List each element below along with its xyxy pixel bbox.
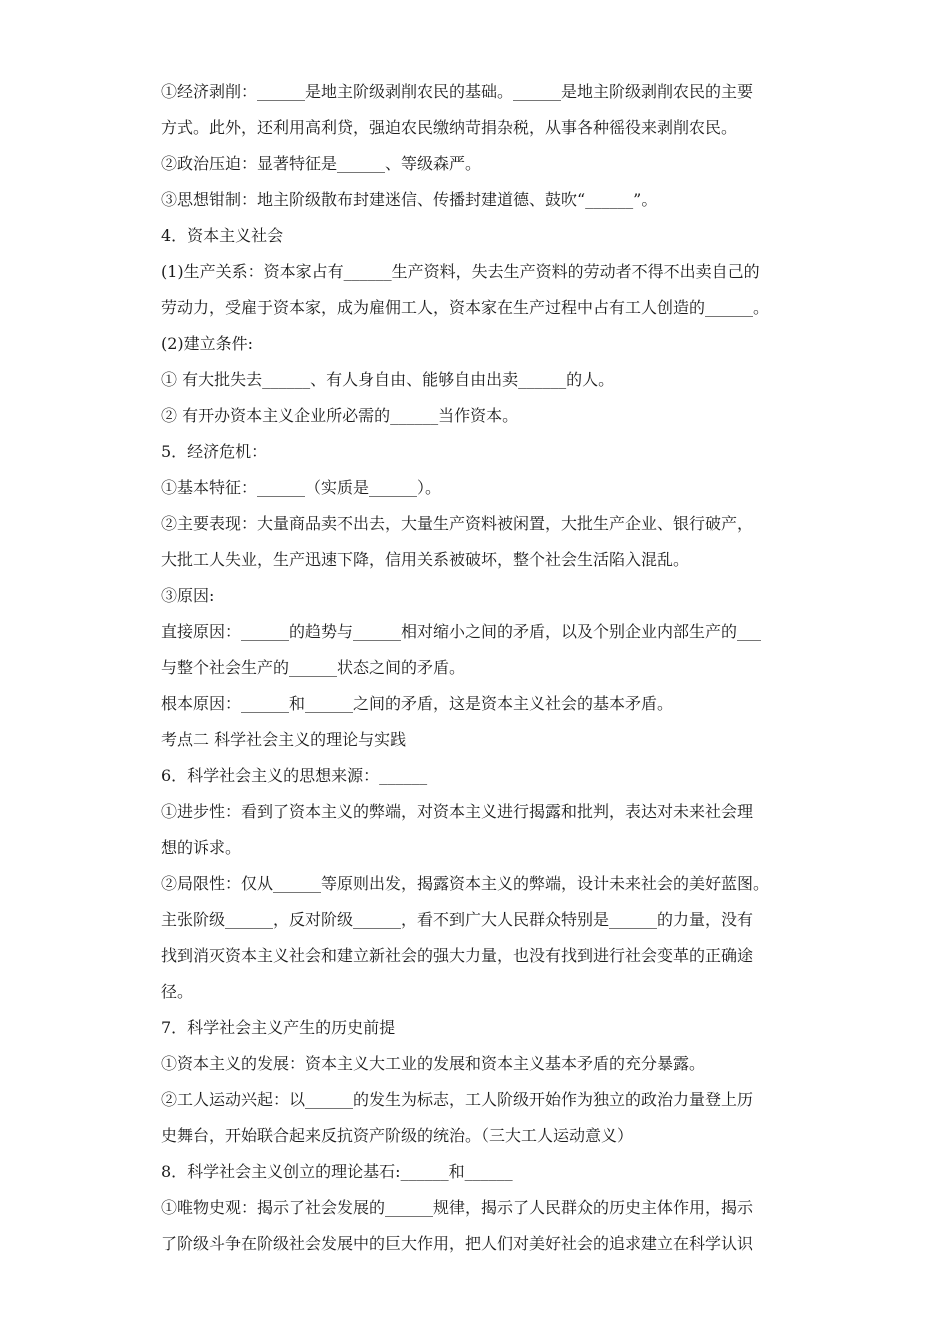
text-line: ②工人运动兴起：以______的发生为标志，工人阶级开始作为独立的政治力量登上历 — [161, 1090, 754, 1109]
text-line: 与整个社会生产的______状态之间的矛盾。 — [161, 658, 466, 677]
section-heading: 4．资本主义社会 — [161, 226, 284, 245]
text-line: ①经济剥削：______是地主阶级剥削农民的基础。______是地主阶级剥削农民的主要 — [161, 82, 754, 101]
text-line: ③原因: — [161, 586, 215, 605]
text-line: 想的诉求。 — [161, 838, 242, 857]
text-line: (1)生产关系：资本家占有______生产资料，失去生产资料的劳动者不得不出卖自己的 — [161, 262, 760, 281]
text-line: 方式。此外，还利用高利贷，强迫农民缴纳苛捐杂税，从事各种徭役来剥削农民。 — [161, 118, 738, 137]
text-line: ②政治压迫：显著特征是______、等级森严。 — [161, 154, 482, 173]
text-line: ②局限性：仅从______等原则出发，揭露资本主义的弊端，设计未来社会的美好蓝图。 — [161, 874, 770, 893]
text-line: ② 有开办资本主义企业所必需的______当作资本。 — [161, 406, 519, 425]
text-line: 大批工人失业，生产迅速下降，信用关系被破坏，整个社会生活陷入混乱。 — [161, 550, 690, 569]
text-line: ①资本主义的发展：资本主义大工业的发展和资本主义基本矛盾的充分暴露。 — [161, 1054, 706, 1073]
text-line: ①进步性：看到了资本主义的弊端，对资本主义进行揭露和批判，表达对未来社会理 — [161, 802, 754, 821]
text-line: (2)建立条件: — [161, 334, 254, 353]
text-line: ① 有大批失去______、有人身自由、能够自由出卖______的人。 — [161, 370, 615, 389]
text-line: 史舞台，开始联合起来反抗资产阶级的统治。（三大工人运动意义） — [161, 1126, 634, 1145]
text-line: 找到消灭资本主义社会和建立新社会的强大力量，也没有找到进行社会变革的正确途 — [161, 946, 754, 965]
text-line: ①基本特征：______（实质是______）。 — [161, 478, 442, 497]
section-heading: 考点二 科学社会主义的理论与实践 — [161, 730, 407, 749]
section-heading: 8．科学社会主义创立的理论基石:______和______ — [161, 1162, 513, 1181]
text-line: ①唯物史观：揭示了社会发展的______规律，揭示了人民群众的历史主体作用，揭示 — [161, 1198, 754, 1217]
text-line: 了阶级斗争在阶级社会发展中的巨大作用，把人们对美好社会的追求建立在科学认识 — [161, 1234, 754, 1253]
text-line: 劳动力，受雇于资本家，成为雇佣工人，资本家在生产过程中占有工人创造的______。 — [161, 298, 770, 317]
text-line: 直接原因：______的趋势与______相对缩小之间的矛盾，以及个别企业内部生产的___ — [161, 622, 762, 641]
text-line: ②主要表现：大量商品卖不出去，大量生产资料被闲置，大批生产企业、银行破产， — [161, 514, 754, 533]
text-line: 主张阶级______，反对阶级______，看不到广大人民群众特别是______的力量，没有 — [161, 910, 754, 929]
text-line: 根本原因：______和______之间的矛盾，这是资本主义社会的基本矛盾。 — [161, 694, 674, 713]
section-heading: 7．科学社会主义产生的历史前提 — [161, 1018, 396, 1037]
section-heading: 6．科学社会主义的思想来源：______ — [161, 766, 428, 785]
text-line: ③思想钳制：地主阶级散布封建迷信、传播封建道德、鼓吹“______”。 — [161, 190, 658, 209]
text-line: 径。 — [161, 982, 194, 1001]
document-body — [161, 74, 791, 1262]
section-heading: 5．经济危机： — [161, 442, 268, 461]
